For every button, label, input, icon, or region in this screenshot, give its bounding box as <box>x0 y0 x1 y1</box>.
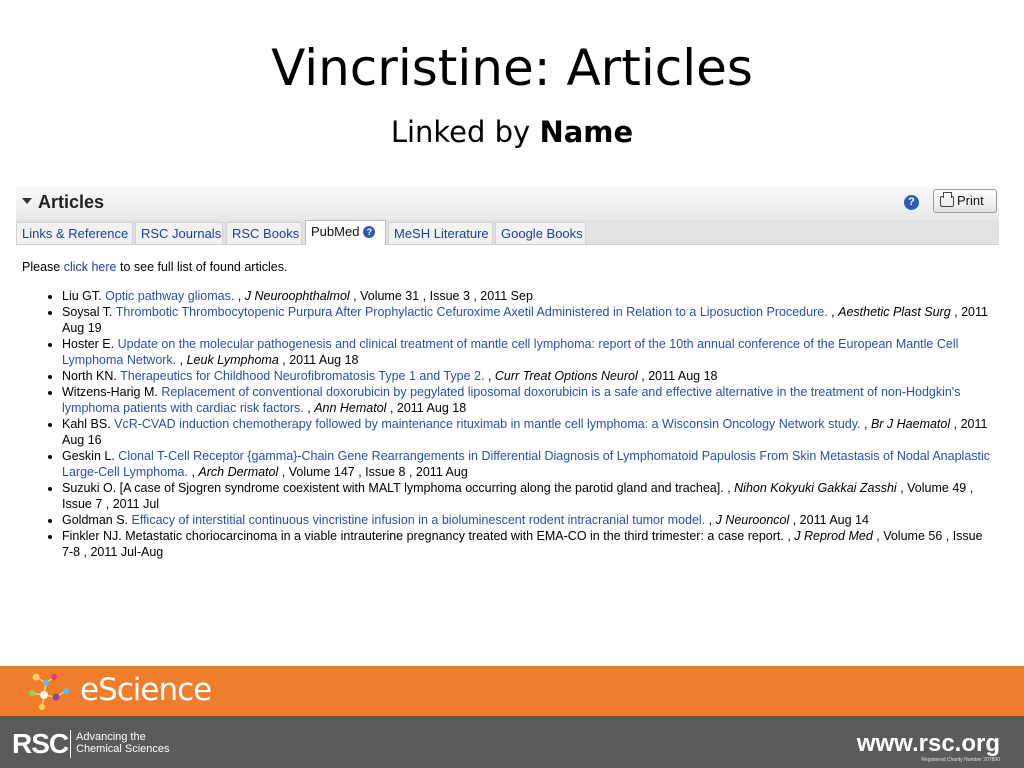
help-icon[interactable]: ? <box>363 226 375 238</box>
article-journal: J Neuroophthalmol <box>244 289 350 303</box>
article-author: Soysal T. <box>62 305 113 319</box>
rsc-divider <box>70 730 71 758</box>
article-journal: J Reprod Med <box>794 529 873 543</box>
article-journal: Nihon Kokyuki Gakkai Zasshi <box>734 481 897 495</box>
article-author: Finkler NJ. <box>62 529 122 543</box>
click-here-link[interactable]: click here <box>63 260 117 274</box>
tagline-line1: Advancing the <box>76 731 146 743</box>
article-item: • Liu GT. Optic pathway gliomas. , J Neuroophthalmol , Volume 31 , Issue 3 , 2011 Sep <box>62 288 993 304</box>
article-title-link[interactable]: Clonal T-Cell Receptor {gamma}-Chain Gene Rearrangements in Differential Diagnosis of Lymphomatoid Papulosis From Skin Metastasis of Nodal Anaplastic Large-Cell Lymphoma. <box>62 449 991 479</box>
article-author: Liu GT. <box>62 289 102 303</box>
article-author: North KN. <box>62 369 117 383</box>
tab-google-books[interactable]: Google Books <box>495 222 586 244</box>
article-details: , 2011 Aug 19 <box>62 305 988 335</box>
article-list <box>22 288 993 560</box>
article-journal: Br J Haematol <box>870 417 951 431</box>
tab-bar <box>16 220 999 245</box>
tab-content <box>16 245 999 560</box>
escience-logo-text: eScience <box>80 672 212 708</box>
article-title-link: [A case of Sjogren syndrome coexistent with MALT lymphoma occurring along the parotid gland and trachea]. <box>119 481 724 495</box>
tab-rsc-journals[interactable]: RSC Journals <box>135 222 223 244</box>
article-author: Goldman S. <box>62 513 129 527</box>
tab-rsc-books[interactable]: RSC Books <box>226 222 302 244</box>
print-label: Print <box>957 193 984 208</box>
article-title-link[interactable]: Efficacy of interstitial continuous vincristine infusion in a bioluminescent rodent intracranial tumor model. <box>131 513 706 527</box>
panel-header <box>16 186 999 220</box>
article-item: • Geskin L. Clonal T-Cell Receptor {gamma}-Chain Gene Rearrangements in Differential Diagnosis of Lymphomatoid Papulosis From Skin Metastasis of Nodal Anaplastic Large-Cell Lymphoma. , Arch Dermatol , Volume 147 , Issue 8 , 2011 Aug <box>62 448 993 480</box>
article-details: , Volume 49 , Issue 7 , 2011 Jul <box>62 481 974 511</box>
article-author: Hoster E. <box>62 337 115 351</box>
article-details: , 2011 Aug 18 <box>641 369 718 383</box>
intro-after: to see full list of found articles. <box>116 260 288 274</box>
article-details: , Volume 56 , Issue 7-8 , 2011 Jul-Aug <box>62 529 983 559</box>
article-details: , 2011 Aug 18 <box>282 353 359 367</box>
tab-links-reference[interactable]: Links & Reference <box>16 222 133 244</box>
article-author: Suzuki O. <box>62 481 117 495</box>
print-button[interactable] <box>933 189 997 213</box>
tagline-line2: Chemical Sciences <box>76 743 170 755</box>
subtitle-prefix: Linked by <box>390 115 540 149</box>
article-item: • Soysal T. Thrombotic Thrombocytopenic Purpura After Prophylactic Cefuroxime Axetil Administered in Relation to a Liposuction Procedure. , Aesthetic Plast Surg , 2011 Aug 19 <box>62 304 993 336</box>
article-details: , 2011 Aug 14 <box>792 513 869 527</box>
tab-pubmed-label: PubMed <box>311 224 360 239</box>
rsc-tagline <box>76 731 186 755</box>
slide-subtitle <box>0 114 1024 152</box>
article-item: • Goldman S. Efficacy of interstitial continuous vincristine infusion in a bioluminescent rodent intracranial tumor model. , J Neurooncol , 2011 Aug 14 <box>62 512 993 528</box>
rsc-url: www.rsc.org <box>856 730 1000 757</box>
article-journal: Curr Treat Options Neurol <box>494 369 638 383</box>
article-journal: Ann Hematol <box>314 401 387 415</box>
rsc-logo: RSC <box>12 728 69 759</box>
article-title-link[interactable]: Update on the molecular pathogenesis and clinical treatment of mantle cell lymphoma: report of the 10th annual conference of the European Mantle Cell Lymphoma Network. <box>62 337 959 367</box>
article-item: • Suzuki O. [A case of Sjogren syndrome coexistent with MALT lymphoma occurring along the parotid gland and trachea]. , Nihon Kokyuki Gakkai Zasshi , Volume 49 , Issue 7 , 2011 Jul <box>62 480 993 512</box>
article-title-link[interactable]: Replacement of conventional doxorubicin by pegylated liposomal doxorubicin is a safe and effective alternative in the treatment of non-Hodgkin's lymphoma patients with cardiac risk factors. <box>62 385 961 415</box>
article-item: • Finkler NJ. Metastatic choriocarcinoma in a viable intrauterine pregnancy treated with EMA-CO in the third trimester: a case report. , J Reprod Med , Volume 56 , Issue 7-8 , 2011 Jul-Aug <box>62 528 993 560</box>
intro-text <box>22 259 993 275</box>
help-icon[interactable]: ? <box>904 195 919 210</box>
article-journal: Leuk Lymphoma <box>186 353 279 367</box>
article-title-link: Metastatic choriocarcinoma in a viable intrauterine pregnancy treated with EMA-CO in the third trimester: a case report. <box>125 529 784 543</box>
article-title-link[interactable]: Thrombotic Thrombocytopenic Purpura After Prophylactic Cefuroxime Axetil Administered in Relation to a Liposuction Procedure. <box>115 305 828 319</box>
article-item: • Kahl BS. VcR-CVAD induction chemotherapy followed by maintenance rituximab in mantle cell lymphoma: a Wisconsin Oncology Network study. , Br J Haematol , 2011 Aug 16 <box>62 416 993 448</box>
article-item: • North KN. Therapeutics for Childhood Neurofibromatosis Type 1 and Type 2. , Curr Treat Options Neurol , 2011 Aug 18 <box>62 368 993 384</box>
article-author: Geskin L. <box>62 449 115 463</box>
articles-panel <box>16 186 999 560</box>
article-title-link[interactable]: Therapeutics for Childhood Neurofibromatosis Type 1 and Type 2. <box>120 369 485 383</box>
slide-title: Vincristine: Articles <box>271 39 753 97</box>
article-item: • Witzens-Harig M. Replacement of conventional doxorubicin by pegylated liposomal doxorubicin is a safe and effective alternative in the treatment of non-Hodgkin's lymphoma patients with cardiac risk factors. , Ann Hematol , 2011 Aug 18 <box>62 384 993 416</box>
article-details: , Volume 147 , Issue 8 , 2011 Aug <box>281 465 468 479</box>
article-title-link[interactable]: Optic pathway gliomas. <box>105 289 235 303</box>
intro-before: Please <box>22 260 64 274</box>
article-journal: Aesthetic Plast Surg <box>838 305 951 319</box>
panel-title: Articles <box>38 192 105 212</box>
article-details: , 2011 Aug 16 <box>62 417 988 447</box>
tab-mesh-literature[interactable]: MeSH Literature <box>388 222 493 244</box>
article-journal: J Neurooncol <box>715 513 790 527</box>
collapse-triangle-icon <box>22 198 32 204</box>
article-title-link[interactable]: VcR-CVAD induction chemotherapy followed by maintenance rituximab in mantle cell lymphoma: a Wisconsin Oncology Network study. <box>114 417 861 431</box>
subtitle-bold: Name <box>539 115 634 149</box>
charity-number: Registered Charity Number 207890 <box>921 757 1000 763</box>
tab-pubmed[interactable] <box>305 220 386 245</box>
article-details: , Volume 31 , Issue 3 , 2011 Sep <box>353 289 533 303</box>
article-author: Witzens-Harig M. <box>62 385 158 399</box>
article-author: Kahl BS. <box>62 417 111 431</box>
escience-molecule-icon <box>22 669 72 713</box>
article-item: • Hoster E. Update on the molecular pathogenesis and clinical treatment of mantle cell lymphoma: report of the 10th annual conference of the European Mantle Cell Lymphoma Network. , Leuk Lymphoma , 2011 Aug 18 <box>62 336 993 368</box>
article-journal: Arch Dermatol <box>198 465 279 479</box>
panel-collapse-toggle[interactable] <box>22 192 104 213</box>
printer-icon <box>940 196 954 207</box>
article-details: , 2011 Aug 18 <box>389 401 467 415</box>
